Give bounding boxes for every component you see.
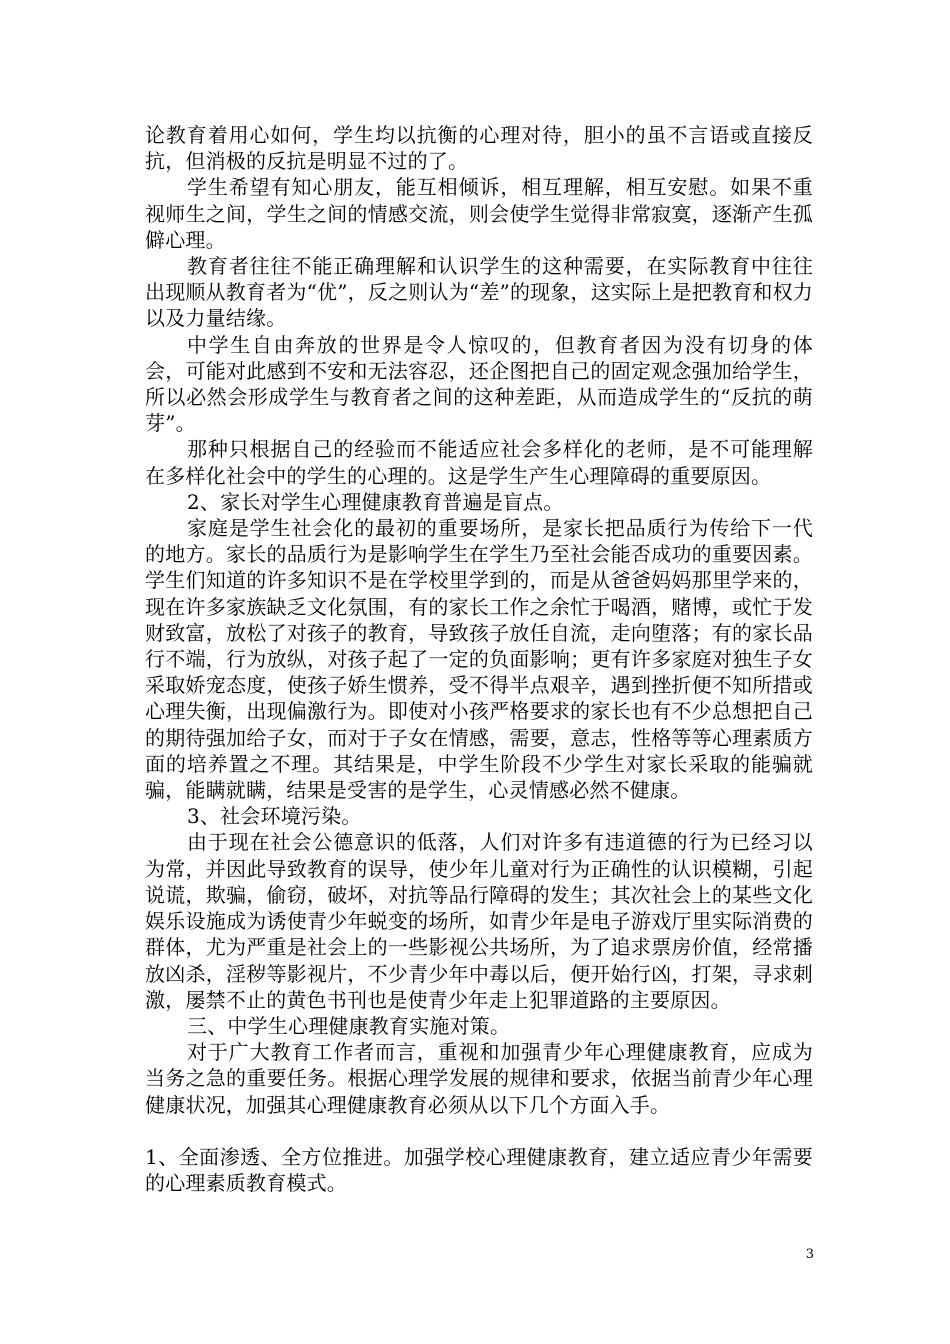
section-heading-parents: 2、家长对学生心理健康教育普遍是盲点。 bbox=[187, 489, 564, 514]
paragraph-social-environment: 由于现在社会公德意识的低落，人们对许多有违道德的行为已经习以为常，并因此导致教育的误导，使少年儿童对行为正确性的认识模糊，引起说谎，欺骗，偷窃，破坏，对抗等品行障碍的发生；其次社会上的某些文化娱乐设施成为诱使青少年蜕变的场所，如青少年是电子游戏厅里实际消费的群体，尤为严重是社会上的一些影视公共场所，为了追求票房价值，经常播放凶杀，淫秽等影视片，不少青少年中毒以后，便开始行凶，打架，寻求刺激，屡禁不止的黄色书刊也是使青少年走上犯罪道路的主要原因。 bbox=[145, 830, 813, 1012]
section-heading-countermeasures: 三、中学生心理健康教育实施对策。 bbox=[187, 1013, 511, 1038]
section-heading-society: 3、社会环境污染。 bbox=[187, 804, 362, 829]
paragraph-need-for-friends: 学生希望有知心朋友，能互相倾诉，相互理解，相互安慰。如果不重视师生之间，学生之间的情感交流，则会使学生觉得非常寂寞，逐渐产生孤僻心理。 bbox=[145, 175, 813, 252]
page-number: 3 bbox=[805, 1247, 814, 1262]
paragraph-misunderstanding: 教育者往往不能正确理解和认识学生的这种需要，在实际教育中往往出现顺从教育者为“优”，反之则认为“差”的现象，这实际上是把教育和权力以及力量结缘。 bbox=[145, 254, 813, 331]
paragraph-continuation: 论教育着用心如何，学生均以抗衡的心理对待，胆小的虽不言语或直接反抗，但消极的反抗是明显不过的了。 bbox=[145, 123, 813, 174]
paragraph-free-world: 中学生自由奔放的世界是令人惊叹的，但教育者因为没有切身的体会，可能对此感到不安和无法容忍，还企图把自己的固定观念强加给学生，所以必然会形成学生与教育者之间的这种差距，从而造成学生的“反抗的萌芽”。 bbox=[145, 332, 813, 436]
paragraph-family: 家庭是学生社会化的最初的重要场所，是家长把品质行为传给下一代的地方。家长的品质行为是影响学生在学生乃至社会能否成功的重要因素。学生们知道的许多知识不是在学校里学到的，而是从爸爸妈妈那里学来的，现在许多家族缺乏文化氛围，有的家长工作之余忙于喝酒，赌博，或忙于发财致富，放松了对孩子的教育，导致孩子放任自流，走向堕落；有的家长品行不端，行为放纵，对孩子起了一定的负面影响；更有许多家庭对独生子女采取娇宠态度，使孩子娇生惯养，受不得半点艰辛，遇到挫折便不知所措或心理失衡，出现偏激行为。即使对小孩严格要求的家长也有不少总想把自己的期待强加给子女，而对于子女在情感，需要，意志，性格等等心理素质方面的培养置之不理。其结果是，中学生阶段不少学生对家长采取的能骗就骗，能瞒就瞒，结果是受害的是学生，心灵情感必然不健康。 bbox=[145, 516, 813, 803]
paragraph-educators: 对于广大教育工作者而言，重视和加强青少年心理健康教育，应成为当务之急的重要任务。根据心理学发展的规律和要求，依据当前青少年心理健康状况，加强其心理健康教育必须从以下几个方面入手。 bbox=[145, 1040, 813, 1117]
paragraph-first-measure: 1、全面渗透、全方位推进。加强学校心理健康教育，建立适应青少年需要的心理素质教育模式。 bbox=[145, 1144, 813, 1195]
document-body bbox=[145, 122, 813, 1196]
paragraph-experience-teachers: 那种只根据自己的经验而不能适应社会多样化的老师，是不可能理解在多样化社会中的学生的心理的。这是学生产生心理障碍的重要原因。 bbox=[145, 437, 813, 488]
